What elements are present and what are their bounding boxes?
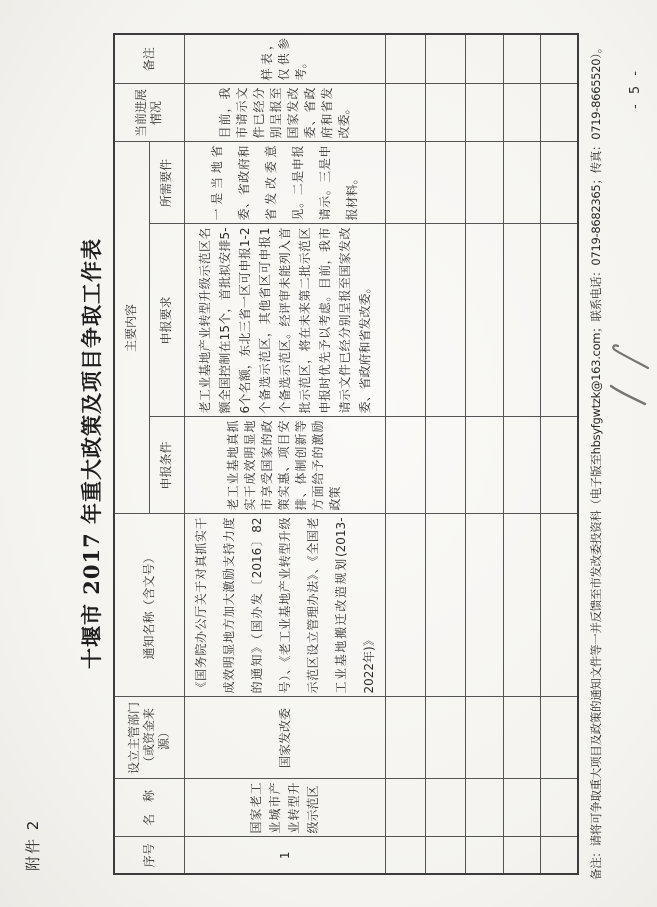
col-header-shezhu: 设立主管部门（或资金来源） (114, 697, 184, 779)
table-row (184, 34, 385, 874)
col-header-yaoqiu: 申报要求 (149, 224, 184, 417)
empty-table-row (385, 34, 425, 874)
attachment-label: 附件 2 (24, 818, 42, 871)
col-header-jinzhan: 当前进展情况 (114, 84, 184, 142)
cell-tiaojian: 老工业基地真抓实干成效明显地市享受国家的政策实惠、项目安排、体制创新等方面给予的激励政策 (184, 417, 385, 514)
footnote: 备注：请将可争取重大项目及政策的通知文件等一并反馈至市发改委投资科（电子版至hbsyfgwtzk@163.com；联系电话：0719-8682365；传真：0719-8665520）。 (589, 42, 603, 880)
cell-mingcheng: 国家老工业城市产业转型升级示范区 (184, 779, 385, 837)
cell-shezhu: 国家发改委 (184, 697, 385, 779)
cell-yaojian: 一是当地省委、省政府和省发改委意见。二是申报请示。三是申报材料。 (184, 142, 385, 224)
work-table (113, 33, 579, 875)
empty-table-row (425, 34, 465, 874)
handwritten-scribble (603, 312, 653, 412)
cell-yaoqiu: 老工业基地产业转型升级示范区名额全国控制在15个，首批拟安排5-6个名额，东北三省一区可申报1-2个备选示范区，其他省区可申报1个备选示范区。经评审未能列入首批示范区，将在未来第二批示范区申报时优先予以考虑。目前，我市请示文件已经分别呈报至国家发改委、省政府和省发改委。 (184, 224, 385, 417)
col-header-tiaojian: 申报条件 (149, 417, 184, 514)
col-header-beizhu: 备注 (114, 34, 184, 84)
cell-tongzhi: 《国务院办公厅关于对真抓实干成效明显地方加大激励支持力度的通知》（国办发〔2016〕82号）、《老工业基地产业转型升级示范区设立管理办法》、《全国老工业基地搬迁改造规划(2013-2022年)》 (184, 514, 385, 697)
page-title: 十堰市 2017 年重大政策及项目争取工作表 (79, 237, 104, 670)
col-header-mingcheng: 名 称 (114, 779, 184, 837)
col-header-xuhao: 序号 (114, 837, 184, 874)
page-number: - 5 - (628, 68, 643, 109)
empty-table-row (465, 34, 503, 874)
header-row-main (114, 34, 149, 874)
empty-table-row (503, 34, 540, 874)
empty-table-row (540, 34, 578, 874)
cell-beizhu: 样表，仅供参考。 (184, 34, 385, 84)
col-header-tongzhi: 通知名称（含文号） (114, 514, 184, 697)
col-header-yaojian: 所需要件 (149, 142, 184, 224)
cell-xuhao: 1 (184, 837, 385, 874)
col-header-zhuyao: 主要内容 (114, 142, 149, 514)
cell-jinzhan: 目前，我市请示文件已经分别呈报至国家发改委、省政府和省发改委。 (184, 84, 385, 142)
